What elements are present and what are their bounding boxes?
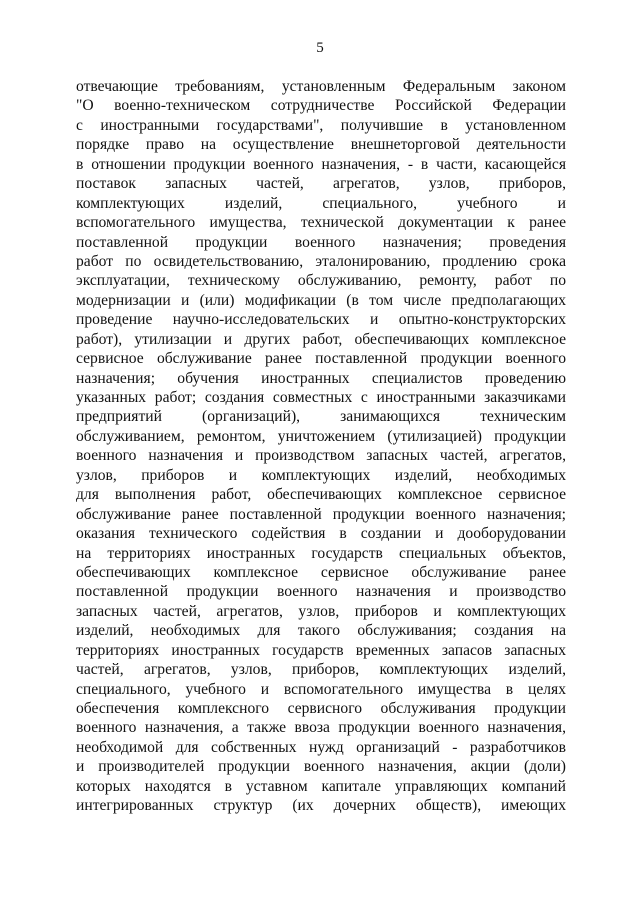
text-line: работ по освидетельствованию, эталонированию, продлению срока: [76, 252, 566, 270]
text-line: эксплуатации, техническому обслуживанию, ремонту, работ по: [76, 272, 566, 290]
text-line: поставленной продукции военного назначения и производство: [76, 583, 566, 601]
text-line: военного назначения и производством запасных частей, агрегатов,: [76, 447, 566, 465]
text-line: модернизации и (или) модификации (в том числе предполагающих: [76, 291, 566, 309]
text-line: работ), утилизации и других работ, обеспечивающих комплексное: [76, 330, 566, 348]
text-line: предприятий (организаций), занимающихся техническим: [76, 408, 566, 426]
text-line: в отношении продукции военного назначения, - в части, касающейся: [76, 155, 566, 173]
text-line: территориях иностранных государств временных запасов запасных: [76, 641, 566, 659]
text-line: с иностранными государствами", получившие в установленном: [76, 116, 566, 134]
text-line: указанных работ; создания совместных с иностранными заказчиками: [76, 389, 566, 406]
text-line: поставок запасных частей, агрегатов, узлов, приборов,: [76, 175, 566, 193]
text-line: частей, агрегатов, узлов, приборов, комплектующих изделий,: [76, 661, 566, 679]
text-line: сервисное обслуживание ранее поставленной продукции военного: [76, 350, 566, 368]
text-line: обеспечения комплексного сервисного обслуживания продукции: [76, 700, 566, 717]
text-line: обеспечивающих комплексное сервисное обслуживание ранее: [76, 563, 566, 581]
text-line: обслуживанием, ремонтом, уничтожением (утилизацией) продукции: [76, 427, 566, 445]
text-line: которых находятся в уставном капитале управляющих компаний: [76, 777, 566, 795]
text-line: для выполнения работ, обеспечивающих комплексное сервисное: [76, 486, 566, 504]
text-line: проведение научно-исследовательских и опытно-конструкторских: [76, 311, 566, 329]
text-line: комплектующих изделий, специального, учебного и: [76, 194, 566, 212]
text-line: запасных частей, агрегатов, узлов, приборов и комплектующих: [76, 602, 566, 620]
text-line: узлов, приборов и комплектующих изделий, необходимых: [76, 466, 566, 484]
text-line: специального, учебного и вспомогательного имущества в целях: [76, 680, 566, 698]
text-line: на территориях иностранных государств специальных объектов,: [76, 544, 566, 562]
text-line: изделий, необходимых для такого обслуживания; создания на: [76, 622, 566, 640]
text-line: отвечающие требованиям, установленным Федеральным законом: [76, 78, 566, 95]
text-line: оказания технического содействия в создании и дооборудовании: [76, 525, 566, 543]
text-line: порядке право на осуществление внешнеторговой деятельности: [76, 136, 566, 154]
text-line: "О военно-техническом сотрудничестве Российской Федерации: [76, 97, 566, 115]
text-line: военного назначения, а также ввоза продукции военного назначения,: [76, 719, 566, 737]
page-number: 5: [316, 40, 324, 56]
text-line: необходимой для собственных нужд организаций - разработчиков: [76, 738, 566, 756]
text-line: вспомогательного имущества, технической документации к ранее: [76, 214, 566, 232]
text-line: интегрированных структур (их дочерних обществ), имеющих: [76, 797, 566, 815]
text-line: обслуживание ранее поставленной продукции военного назначения;: [76, 505, 566, 523]
body-paragraph: [76, 77, 566, 816]
text-line: и производителей продукции военного назначения, акции (доли): [76, 758, 566, 776]
text-line: поставленной продукции военного назначения; проведения: [76, 233, 566, 251]
text-line: назначения; обучения иностранных специалистов проведению: [76, 369, 566, 387]
